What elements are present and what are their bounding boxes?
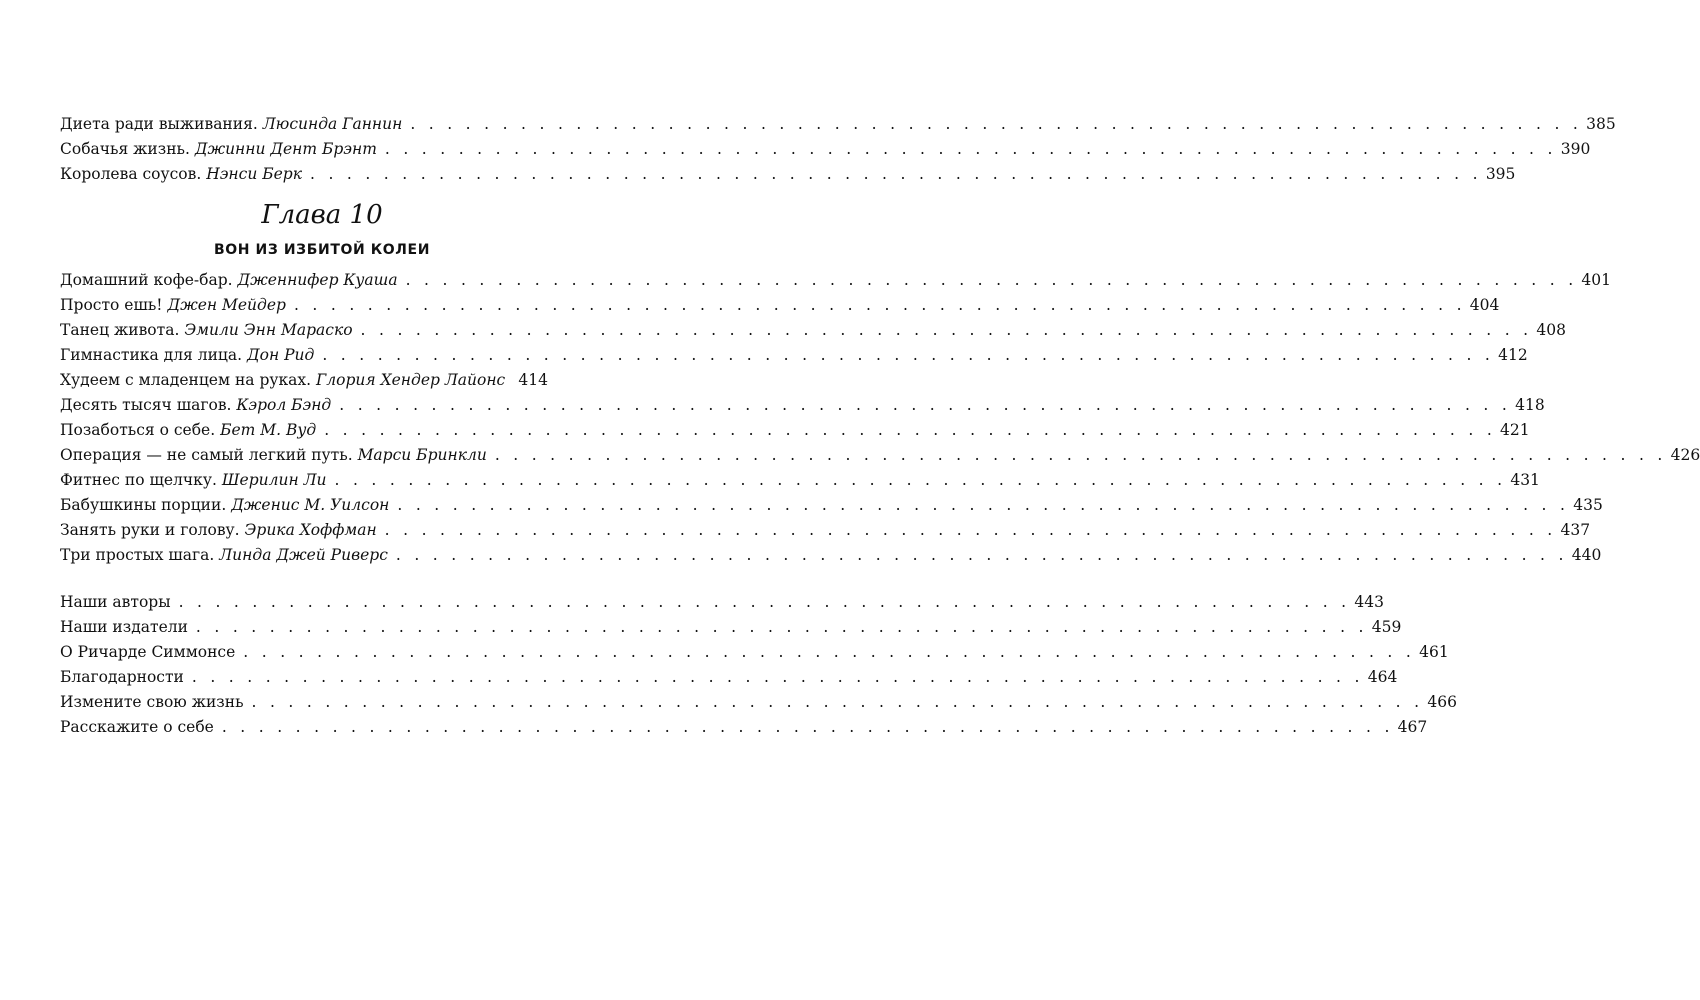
toc-entry — [60, 112, 1616, 137]
toc-leader-dots: . . . . . . . . . . . . . . . . . . . . . . . . . . . . . . . . . . . . . . . . . . . . . . . . . . . . . . . . . . . . . . . . — [384, 140, 1557, 158]
toc-entry-author: Линда Джей Риверс — [219, 546, 388, 564]
toc-entry — [60, 137, 1591, 162]
toc-leader-dots: . . . . . . . . . . . . . . . . . . . . . . . . . . . . . . . . . . . . . . . . . . . . . . . . . . . . . . . . . . . . . . . . — [322, 346, 1495, 364]
toc-entry — [60, 640, 1449, 665]
toc-entry — [60, 665, 1398, 690]
toc-leader-dots: . . . . . . . . . . . . . . . . . . . . . . . . . . . . . . . . . . . . . . . . . . . . . . . . . . . . . . . . . . . . . . . . — [251, 693, 1424, 711]
toc-entry-page: 461 — [1419, 643, 1449, 661]
toc-entry — [60, 268, 1612, 293]
toc-leader-dots: . . . . . . . . . . . . . . . . . . . . . . . . . . . . . . . . . . . . . . . . . . . . . . . . . . . . . . . . . . . . . . . . — [293, 296, 1466, 314]
toc-entry-page: 437 — [1560, 521, 1591, 539]
toc-entry-page: 421 — [1500, 421, 1530, 439]
toc-entry-page: 418 — [1515, 396, 1545, 414]
toc-entry-page: 443 — [1354, 593, 1384, 611]
toc-entry-page: 414 — [518, 371, 548, 389]
toc-leader-dots: . . . . . . . . . . . . . . . . . . . . . . . . . . . . . . . . . . . . . . . . . . . . . . . . . . . . . . . . . . . . . . . . — [395, 546, 1568, 564]
toc-entry-page: 412 — [1498, 346, 1528, 364]
toc-entry-page: 401 — [1581, 271, 1612, 289]
toc-entry-title: Домашний кофе-бар. Дженнифер Куаша — [60, 271, 398, 289]
toc-entry-title: Наши авторы — [60, 593, 171, 611]
toc-leader-dots: . . . . . . . . . . . . . . . . . . . . . . . . . . . . . . . . . . . . . . . . . . . . . . . . . . . . . . . . . . . . . . . . — [339, 396, 1512, 414]
toc-entry-title: Десять тысяч шагов. Кэрол Бэнд — [60, 396, 332, 414]
toc-entry — [60, 368, 548, 393]
toc-entry-page: 464 — [1367, 668, 1398, 686]
toc-entry-page: 467 — [1397, 718, 1428, 736]
toc-entry — [60, 343, 1528, 368]
toc-entry-title: Танец живота. Эмили Энн Мараско — [60, 321, 353, 339]
toc-leader-dots: . . . . . . . . . . . . . . . . . . . . . . . . . . . . . . . . . . . . . . . . . . . . . . . . . . . . . . . . . . . . . . . . — [324, 421, 1497, 439]
toc-entry-page: 459 — [1371, 618, 1402, 636]
toc-entry-author: Дженис М. Уилсон — [231, 496, 390, 514]
toc-entry-author: Джен Мейдер — [167, 296, 286, 314]
chapter-subtitle: ВОН ИЗ ИЗБИТОЙ КОЛЕИ — [213, 242, 431, 258]
toc-entry-title: Гимнастика для лица. Дон Рид — [60, 346, 315, 364]
toc-entry-page: 385 — [1586, 115, 1616, 133]
toc-leader-dots: . . . . . . . . . . . . . . . . . . . . . . . . . . . . . . . . . . . . . . . . . . . . . . . . . . . . . . . . . . . . . . . . — [178, 593, 1351, 611]
toc-entry-title: Фитнес по щелчку. Шерилин Ли — [60, 471, 327, 489]
toc-entry-author: Джинни Дент Брэнт — [194, 140, 377, 158]
toc-leader-dots: . . . . . . . . . . . . . . . . . . . . . . . . . . . . . . . . . . . . . . . . . . . . . . . . . . . . . . . . . . . . . . . . — [360, 321, 1533, 339]
toc-section-top — [60, 112, 1616, 187]
toc-entry-page: 431 — [1510, 471, 1540, 489]
toc-entry — [60, 615, 1402, 640]
toc-entry — [60, 690, 1457, 715]
toc-entry-title: Бабушкины порции. Дженис М. Уилсон — [60, 496, 390, 514]
toc-entry-author: Шерилин Ли — [221, 471, 327, 489]
toc-entry-title: Собачья жизнь. Джинни Дент Брэнт — [60, 140, 377, 158]
toc-section-back-matter — [60, 590, 1457, 740]
toc-entry-title: О Ричарде Симмонсе — [60, 643, 236, 661]
toc-entry — [60, 590, 1384, 615]
toc-entry — [60, 293, 1500, 318]
toc-leader-dots: . . . . . . . . . . . . . . . . . . . . . . . . . . . . . . . . . . . . . . . . . . . . . . . . . . . . . . . . . . . . . . . . — [494, 446, 1667, 464]
toc-entry — [60, 715, 1428, 740]
toc-entry-page: 435 — [1573, 496, 1603, 514]
toc-entry-author: Дженнифер Куаша — [237, 271, 398, 289]
toc-entry — [60, 318, 1566, 343]
toc-entry-author: Марси Бринкли — [357, 446, 487, 464]
toc-section-chapter — [60, 268, 1700, 568]
toc-entry-title: Просто ешь! Джен Мейдер — [60, 296, 286, 314]
toc-entry-title: Худеем с младенцем на руках. Глория Хендер Лайонс — [60, 371, 506, 389]
toc-entry-author: Нэнси Берк — [206, 165, 302, 183]
toc-leader-dots: . . . . . . . . . . . . . . . . . . . . . . . . . . . . . . . . . . . . . . . . . . . . . . . . . . . . . . . . . . . . . . . . — [195, 618, 1368, 636]
toc-leader-dots: . . . . . . . . . . . . . . . . . . . . . . . . . . . . . . . . . . . . . . . . . . . . . . . . . . . . . . . . . . . . . . . . — [309, 165, 1482, 183]
toc-entry — [60, 443, 1700, 468]
toc-entry-page: 466 — [1427, 693, 1457, 711]
toc-entry-title: Три простых шага. Линда Джей Риверс — [60, 546, 388, 564]
toc-entry-page: 404 — [1469, 296, 1500, 314]
toc-entry-page: 408 — [1536, 321, 1566, 339]
toc-leader-dots: . . . . . . . . . . . . . . . . . . . . . . . . . . . . . . . . . . . . . . . . . . . . . . . . . . . . . . . . . . . . . . . . — [410, 115, 1583, 133]
toc-entry-title: Благодарности — [60, 668, 184, 686]
toc-leader-dots: . . . . . . . . . . . . . . . . . . . . . . . . . . . . . . . . . . . . . . . . . . . . . . . . . . . . . . . . . . . . . . . . — [405, 271, 1578, 289]
toc-entry-author: Дон Рид — [247, 346, 315, 364]
toc-entry-page: 395 — [1485, 165, 1516, 183]
chapter-heading: Глава 10 — [261, 200, 383, 230]
toc-entry-title: Занять руки и голову. Эрика Хоффман — [60, 521, 377, 539]
toc-entry-title: Диета ради выживания. Люсинда Ганнин — [60, 115, 403, 133]
toc-entry — [60, 418, 1530, 443]
toc-entry-author: Глория Хендер Лайонс — [316, 371, 506, 389]
toc-leader-dots: . . . . . . . . . . . . . . . . . . . . . . . . . . . . . . . . . . . . . . . . . . . . . . . . . . . . . . . . . . . . . . . . — [221, 718, 1394, 736]
toc-entry — [60, 393, 1545, 418]
toc-leader-dots: . . . . . . . . . . . . . . . . . . . . . . . . . . . . . . . . . . . . . . . . . . . . . . . . . . . . . . . . . . . . . . . . — [243, 643, 1416, 661]
toc-entry-title: Королева соусов. Нэнси Берк — [60, 165, 302, 183]
toc-entry-title: Позаботься о себе. Бет М. Вуд — [60, 421, 317, 439]
toc-leader-dots: . . . . . . . . . . . . . . . . . . . . . . . . . . . . . . . . . . . . . . . . . . . . . . . . . . . . . . . . . . . . . . . . — [384, 521, 1557, 539]
toc-entry-author: Кэрол Бэнд — [236, 396, 332, 414]
toc-entry-author: Эмили Энн Мараско — [184, 321, 353, 339]
toc-entry-author: Бет М. Вуд — [220, 421, 317, 439]
toc-entry — [60, 543, 1602, 568]
toc-entry — [60, 468, 1540, 493]
toc-entry-title: Наши издатели — [60, 618, 188, 636]
toc-entry-page: 440 — [1571, 546, 1602, 564]
toc-entry-page: 390 — [1560, 140, 1591, 158]
toc-entry-page: 426 — [1670, 446, 1700, 464]
toc-entry — [60, 162, 1516, 187]
toc-entry-title: Расскажите о себе — [60, 718, 214, 736]
toc-leader-dots: . . . . . . . . . . . . . . . . . . . . . . . . . . . . . . . . . . . . . . . . . . . . . . . . . . . . . . . . . . . . . . . . — [397, 496, 1570, 514]
toc-entry — [60, 518, 1591, 543]
toc-leader-dots: . . . . . . . . . . . . . . . . . . . . . . . . . . . . . . . . . . . . . . . . . . . . . . . . . . . . . . . . . . . . . . . . — [191, 668, 1364, 686]
toc-entry — [60, 493, 1603, 518]
toc-entry-title: Операция — не самый легкий путь. Марси Бринкли — [60, 446, 487, 464]
toc-entry-author: Эрика Хоффман — [244, 521, 377, 539]
toc-entry-title: Измените свою жизнь — [60, 693, 244, 711]
toc-leader-dots — [513, 368, 514, 393]
toc-leader-dots: . . . . . . . . . . . . . . . . . . . . . . . . . . . . . . . . . . . . . . . . . . . . . . . . . . . . . . . . . . . . . . . . — [334, 471, 1507, 489]
toc-entry-author: Люсинда Ганнин — [262, 115, 403, 133]
